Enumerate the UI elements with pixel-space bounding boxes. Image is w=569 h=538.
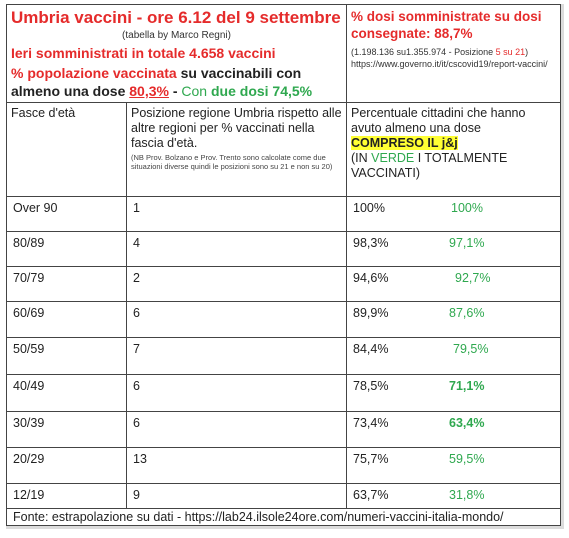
yesterday-line	[11, 45, 342, 61]
region-position: 13	[133, 452, 147, 466]
one-dose-percent: 84,4%	[353, 342, 389, 356]
age-band: 30/39	[13, 416, 45, 430]
one-dose-value: 80,3%	[129, 83, 169, 99]
header-percent	[347, 103, 561, 197]
age-band: 20/29	[13, 452, 45, 466]
position-cell	[127, 302, 347, 337]
yesterday-label: Ieri	[11, 45, 33, 61]
fully-vaccinated-percent: 79,5%	[453, 342, 489, 356]
percent-cell	[347, 484, 561, 508]
region-position: 1	[133, 201, 140, 215]
position-cell	[127, 375, 347, 411]
one-dose-percent: 89,9%	[353, 306, 389, 320]
table-credit: (tabella by Marco Regni)	[122, 30, 231, 41]
percent-cell	[347, 302, 561, 337]
one-dose-percent: 100%	[353, 201, 385, 215]
two-dose-prefix: Con	[181, 83, 211, 99]
sheet-shadow-right	[561, 4, 564, 526]
footer-source: Fonte: estrapolazione su dati - https://lab24.ilsole24ore.com/numeri-vaccini-italia-mondo/	[13, 510, 504, 524]
age-band: 70/79	[13, 271, 45, 285]
age-cell	[7, 338, 127, 374]
fully-vaccinated-percent: 63,4%	[449, 416, 485, 430]
age-cell	[7, 302, 127, 337]
header-legend	[351, 151, 557, 181]
fully-vaccinated-percent: 87,6%	[449, 306, 485, 320]
age-band: 50/59	[13, 342, 45, 356]
table-row	[7, 375, 560, 412]
two-dose-value: due dosi 74,5%	[210, 83, 313, 99]
doses-counts: (1.198.136 su1.355.974 - Posizione	[351, 47, 496, 57]
doses-detail	[351, 46, 557, 70]
position-cell	[127, 267, 347, 301]
one-dose-label: almeno una dose	[11, 83, 130, 99]
doses-source-url[interactable]: https://www.governo.it/it/cscovid19/report-vaccini/	[351, 59, 548, 69]
region-position: 6	[133, 379, 140, 393]
table-row	[7, 197, 560, 232]
fully-vaccinated-percent: 31,8%	[449, 488, 485, 502]
header-position-text: Posizione regione Umbria rispetto alle altre regioni per % vaccinati nella fascia d'età.	[131, 106, 342, 150]
administered-count: 4.658	[189, 45, 225, 61]
header-legend-green: VERDE	[371, 151, 415, 165]
age-cell	[7, 484, 127, 508]
population-line	[11, 65, 342, 81]
region-position: 6	[133, 306, 140, 320]
fully-vaccinated-percent: 59,5%	[449, 452, 485, 466]
region-position: 9	[133, 488, 140, 502]
header-highlight: COMPRESO IL j&j	[351, 136, 458, 150]
one-dose-percent: 94,6%	[353, 271, 389, 285]
region-position: 4	[133, 236, 140, 250]
position-cell	[127, 232, 347, 266]
fully-vaccinated-percent: 92,7%	[455, 271, 491, 285]
region-position: 6	[133, 416, 140, 430]
one-dose-percent: 63,7%	[353, 488, 389, 502]
region-position: 7	[133, 342, 140, 356]
position-cell	[127, 412, 347, 447]
sheet-shadow-bottom	[6, 526, 564, 529]
doses-position: 5 su 21	[495, 47, 526, 57]
vaccine-table	[6, 4, 561, 526]
position-cell	[127, 338, 347, 374]
percent-cell	[347, 267, 561, 301]
header-position	[127, 103, 347, 197]
header-legend-open: (IN	[351, 151, 372, 165]
one-dose-percent: 75,7%	[353, 452, 389, 466]
table-row	[7, 412, 560, 448]
population-sub: su vaccinabili con	[176, 65, 302, 81]
dash: -	[168, 83, 182, 99]
table-row	[7, 232, 560, 267]
one-dose-percent: 78,5%	[353, 379, 389, 393]
percent-cell	[347, 338, 561, 374]
vaccini-text: vaccini	[224, 45, 276, 61]
one-dose-percent: 98,3%	[353, 236, 389, 250]
table-title: Umbria vaccini - ore 6.12 del 9 settembre	[11, 8, 341, 27]
percent-cell	[347, 232, 561, 266]
position-cell	[127, 448, 347, 483]
table-row	[7, 302, 560, 338]
doses-heading-2: consegnate: 88,7%	[351, 26, 473, 41]
age-cell	[7, 267, 127, 301]
header-position-note: (NB Prov. Bolzano e Prov. Trento sono calcolate come due situazioni diverse quindi le posizioni sono su 21 e non su 20)	[131, 153, 333, 171]
doses-heading-1: % dosi somministrate su dosi	[351, 9, 542, 24]
age-cell	[7, 375, 127, 411]
doses-heading	[351, 8, 557, 42]
percent-cell	[347, 448, 561, 483]
age-band: 60/69	[13, 306, 45, 320]
fully-vaccinated-percent: 100%	[451, 201, 483, 215]
age-cell	[7, 448, 127, 483]
age-band: Over 90	[13, 201, 58, 215]
header-percent-text: Percentuale cittadini che hanno avuto almeno una dose	[351, 106, 526, 135]
title-cell	[7, 5, 347, 103]
table-row	[7, 484, 560, 509]
header-age: Fasce d'età	[7, 103, 127, 197]
doses-close: )	[525, 47, 529, 57]
population-label: % popolazione vaccinata	[11, 65, 177, 81]
age-band: 80/89	[13, 236, 45, 250]
table-row	[7, 267, 560, 302]
age-cell	[7, 232, 127, 266]
doses-cell	[347, 5, 561, 103]
percent-cell	[347, 197, 561, 231]
header-legend-rest: I TOTALMENTE VACCINATI)	[351, 151, 508, 180]
percent-cell	[347, 375, 561, 411]
age-band: 40/49	[13, 379, 45, 393]
position-cell	[127, 197, 347, 231]
fully-vaccinated-percent: 71,1%	[449, 379, 485, 393]
age-cell	[7, 412, 127, 447]
age-band: 12/19	[13, 488, 45, 502]
doses-line	[11, 83, 342, 99]
age-cell	[7, 197, 127, 231]
one-dose-percent: 73,4%	[353, 416, 389, 430]
table-row	[7, 448, 560, 484]
percent-cell	[347, 412, 561, 447]
position-cell	[127, 484, 347, 508]
region-position: 2	[133, 271, 140, 285]
table-row	[7, 338, 560, 375]
administered-text: somministrati in totale	[32, 45, 190, 61]
fully-vaccinated-percent: 97,1%	[449, 236, 485, 250]
